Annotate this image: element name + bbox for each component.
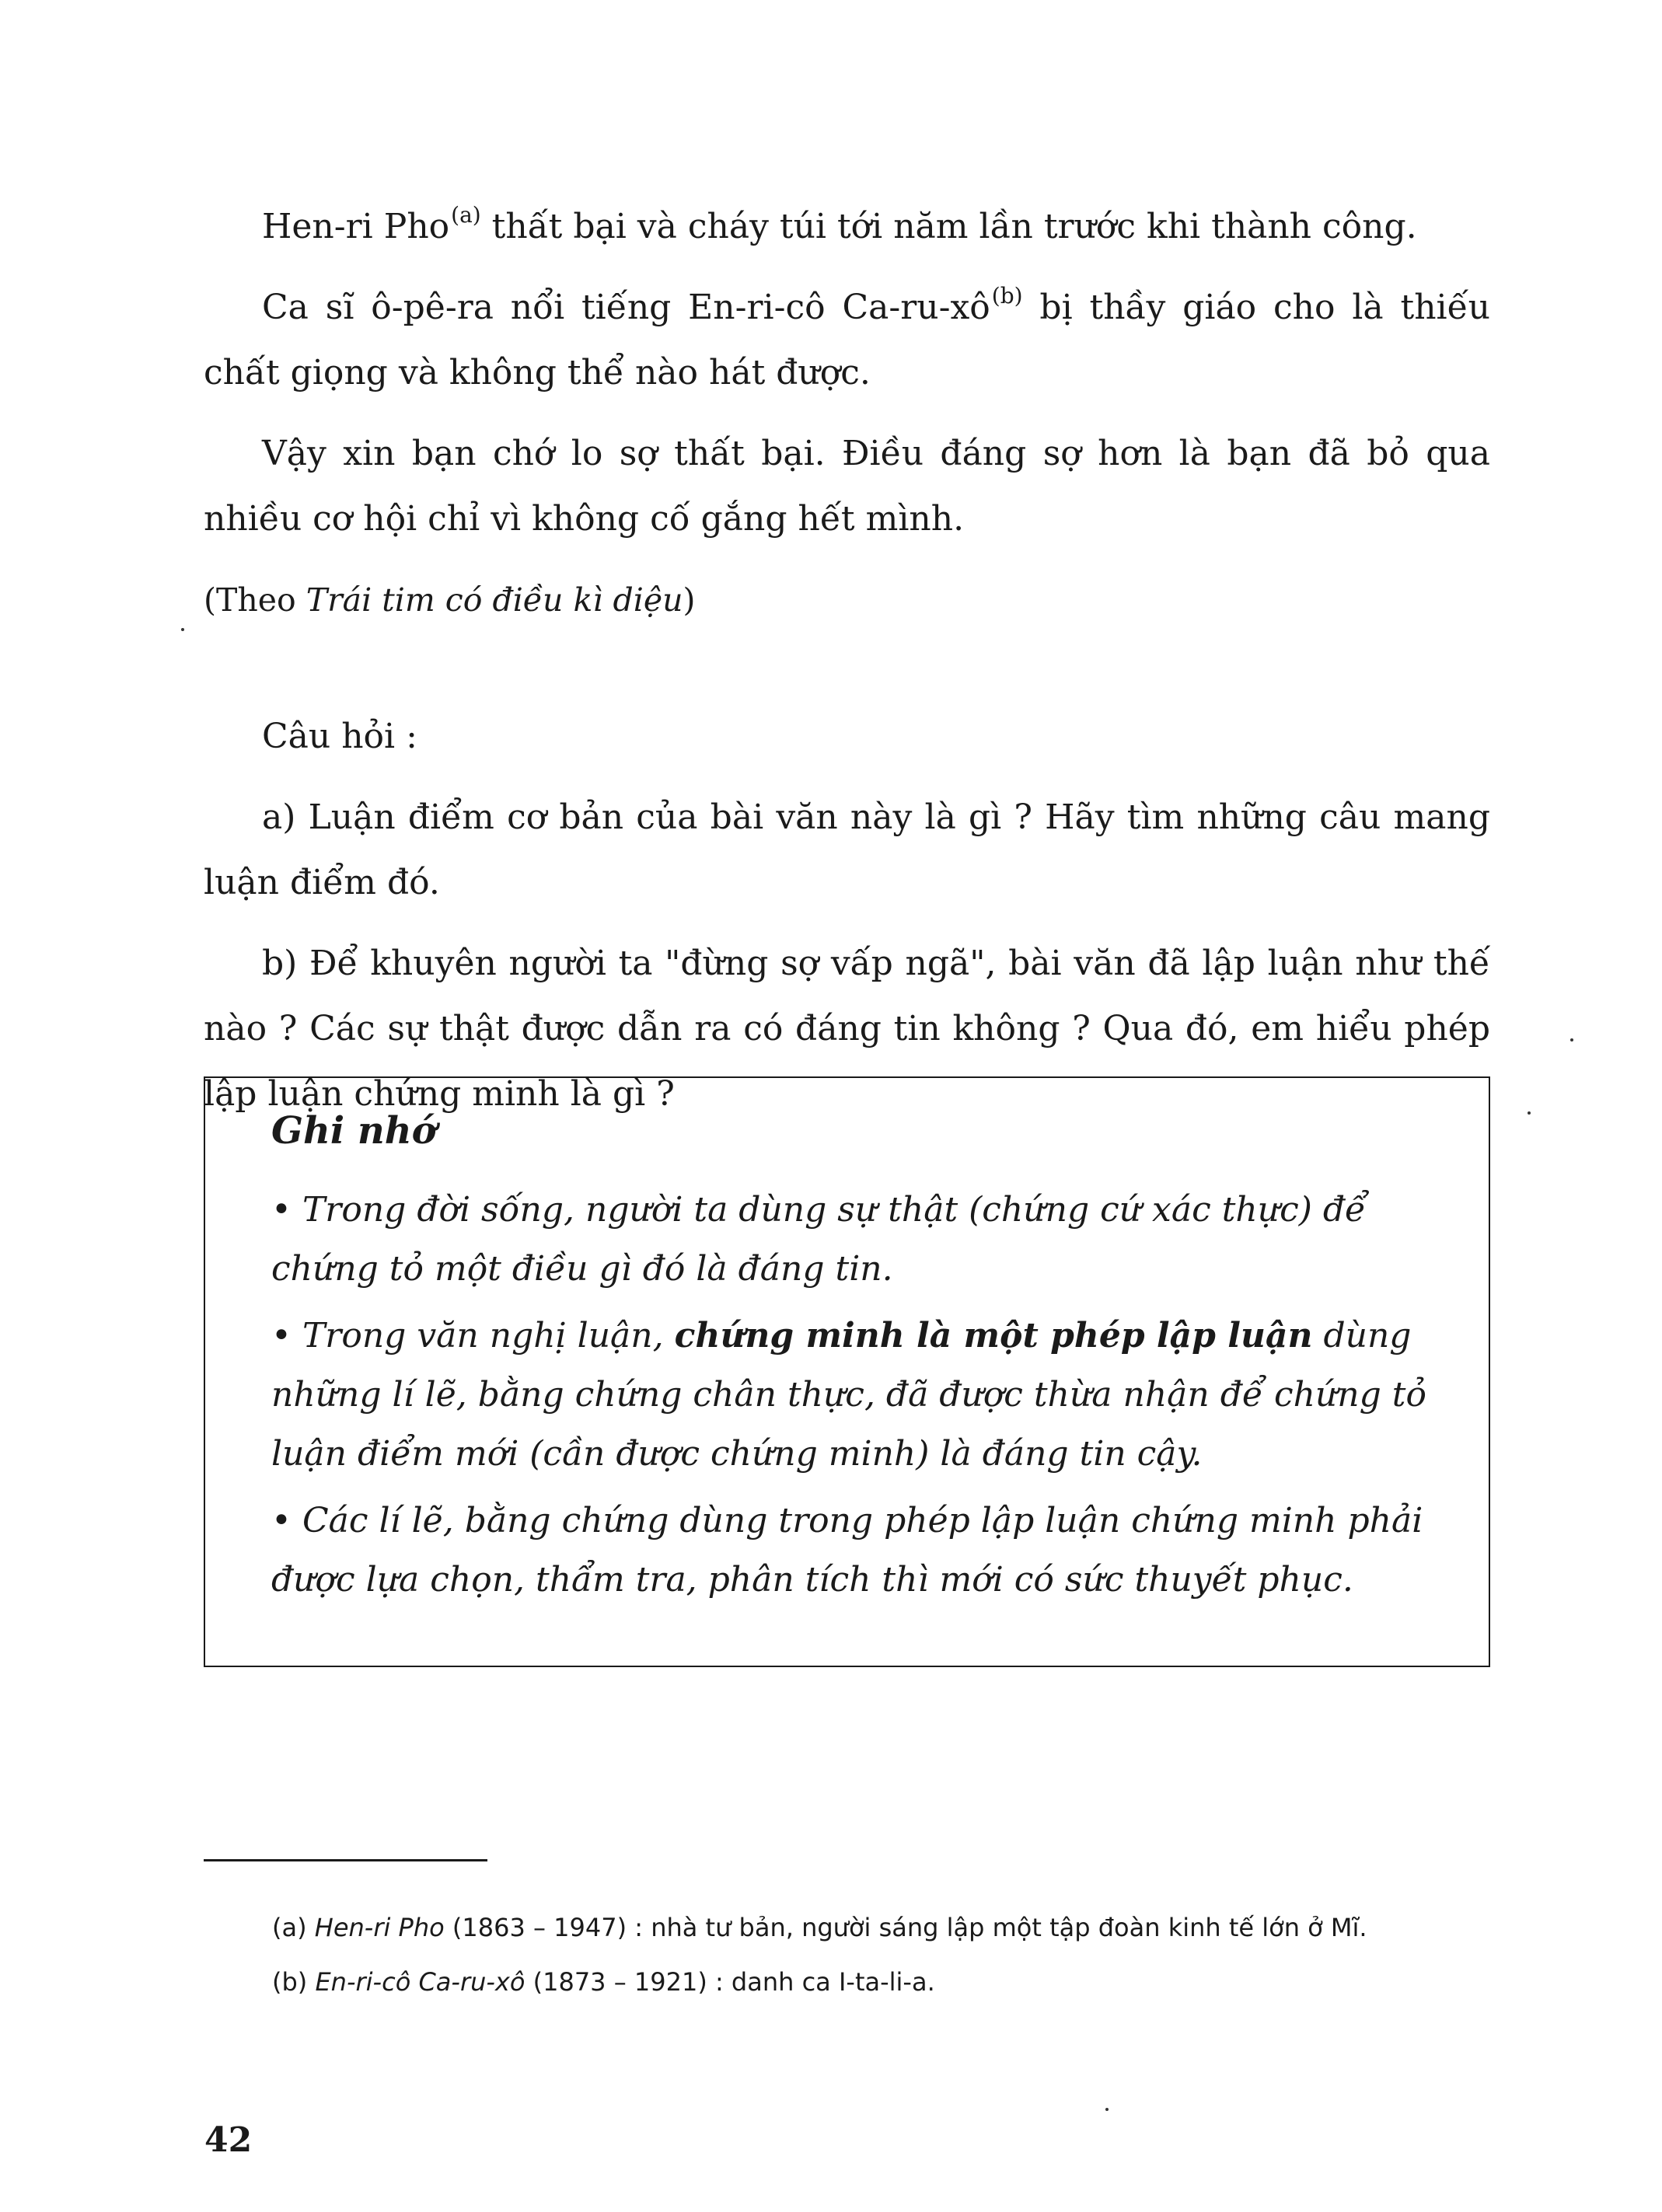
question-b: b) Để khuyên người ta "đừng sợ vấp ngã", bài văn đã lập luận như thế nào ? Các sự thật được dẫn ra có đáng tin không ? Qua đó, em hiểu phép lập luận chứng minh là gì ? (204, 944, 1490, 1114)
ghi-nho-box (204, 1076, 1490, 1667)
questions-heading: Câu hỏi : (262, 717, 417, 756)
ghi-nho-bullet-2 (271, 1307, 1426, 1484)
question-a: a) Luận điểm cơ bản của bài văn này là gì ? Hãy tìm những câu mang luận điểm đó. (204, 797, 1490, 902)
scan-speck (1105, 2108, 1109, 2111)
bullet-icon: • (271, 1316, 292, 1355)
footnote-b-name: En-ri-cô Ca-ru-xô (315, 1967, 525, 1997)
bullet-1-text: Trong đời sống, người ta dùng sự thật (chứng cứ xác thực) để chứng tỏ một điều gì đó là đáng tin. (271, 1190, 1367, 1289)
bullet-2-bold: chứng minh là một phép lập luận (674, 1316, 1313, 1355)
footnote-a (272, 1910, 1367, 1945)
p1-text-before: Hen-ri Pho (262, 207, 450, 246)
bullet-icon: • (271, 1501, 292, 1540)
scan-speck (1528, 1111, 1531, 1115)
footnote-a-text: (1863 – 1947) : nhà tư bản, người sáng lập một tập đoàn kinh tế lớn ở Mĩ. (444, 1913, 1367, 1942)
source-citation (204, 567, 1490, 633)
bullet-icon: • (271, 1190, 292, 1230)
p2-text-after: bị thầy giáo cho là thiếu chất giọng và không thể nào hát được. (204, 288, 1491, 393)
ghi-nho-bullet-1 (271, 1181, 1426, 1299)
source-title: Trái tim có điều kì diệu (306, 581, 683, 619)
footnote-b (272, 1965, 935, 1999)
bullet-3-text: Các lí lẽ, bằng chứng dùng trong phép lập luận chứng minh phải được lựa chọn, thẩm tra, phân tích thì mới có sức thuyết phục. (271, 1501, 1423, 1600)
footnote-b-text: (1873 – 1921) : danh ca I-ta-li-a. (525, 1967, 935, 1997)
footnote-ref-a: (a) (451, 202, 481, 228)
page-number: 42 (204, 2120, 253, 2160)
footnote-a-label: (a) (272, 1913, 315, 1942)
ghi-nho-bullet-3 (271, 1492, 1426, 1610)
main-text (204, 194, 1490, 1127)
footnote-b-label: (b) (272, 1967, 316, 1997)
paragraph-henri-ford (204, 194, 1490, 260)
scan-speck (1570, 1038, 1573, 1041)
footnote-divider (204, 1859, 487, 1861)
scan-speck (181, 628, 184, 631)
p1-text-after: thất bại và cháy túi tới năm lần trước khi thành công. (480, 207, 1417, 246)
source-prefix: (Theo (204, 581, 306, 619)
footnote-a-name: Hen-ri Pho (314, 1913, 445, 1942)
bullet-2-text-after: dùng những lí lẽ, bằng chứng chân thực, đã được thừa nhận để chứng tỏ luận điểm mới (cần được chứng minh) là đáng tin cậy. (271, 1316, 1426, 1474)
paragraph-caruso (204, 275, 1490, 406)
paragraph-conclusion: Vậy xin bạn chớ lo sợ thất bại. Điều đáng sợ hơn là bạn đã bỏ qua nhiều cơ hội chỉ vì không cố gắng hết mình. (204, 434, 1490, 539)
footnote-ref-b: (b) (991, 283, 1023, 309)
ghi-nho-title: Ghi nhớ (271, 1109, 437, 1153)
bullet-2-text-before: Trong văn nghị luận, (302, 1316, 675, 1355)
source-suffix: ) (683, 581, 696, 619)
p2-text-before: Ca sĩ ô-pê-ra nổi tiếng En-ri-cô Ca-ru-xô (262, 288, 990, 327)
